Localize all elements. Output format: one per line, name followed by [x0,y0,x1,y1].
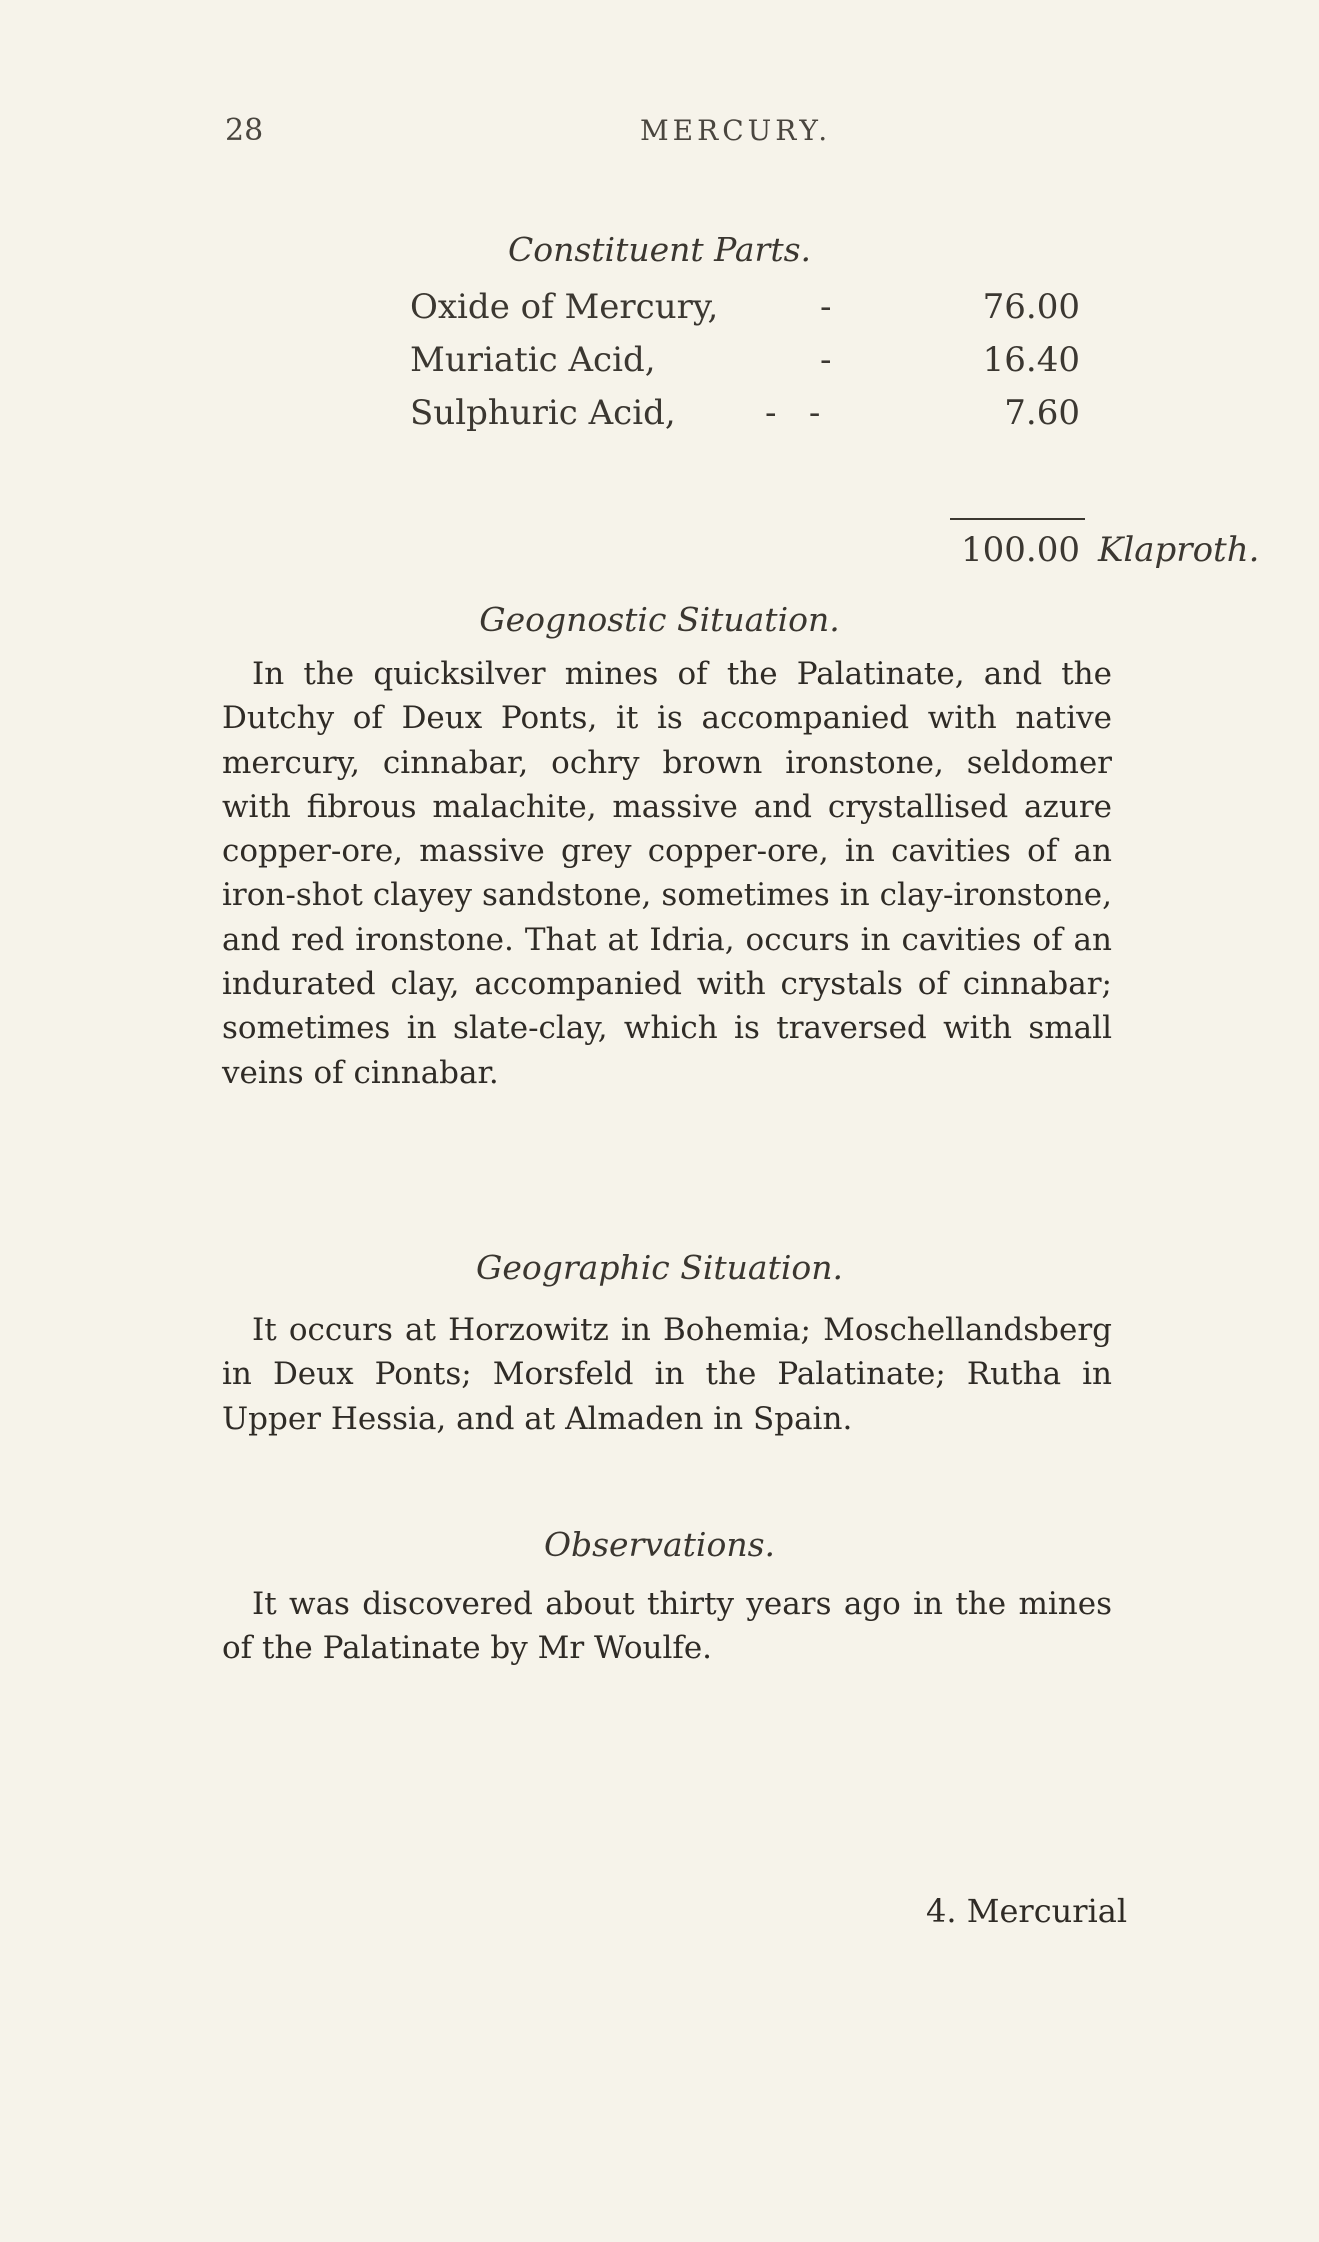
geognostic-heading: Geognostic Situation. [479,600,840,639]
leader-dash: - - [765,393,821,433]
leader-dash: - [820,340,832,380]
constituent-value: 76.00 [982,287,1080,327]
leader-dash: - [820,287,832,327]
geognostic-paragraph: In the quicksilver mines of the Palatinate, and the Dutchy of Deux Ponts, it is accompanied with native mercury, cinnabar, ochry brown ironstone, seldomer with fibrous malachite, massive and crystallised azure copper-ore, massive grey copper-ore, in cavities of an iron-shot clayey sandstone, sometimes in clay-ironstone, and red ironstone. That at Idria, occurs in cavities of an indurated clay, accompanied with crystals of cinnabar; sometimes in slate-clay, which is traversed with small veins of cinnabar. [222,656,1112,1091]
constituent-row [410,287,1110,333]
total-value: 100.00 [961,530,1080,570]
constituent-label: Oxide of Mercury, [410,287,719,327]
analysis-source: Klaproth. [1098,530,1260,570]
constituent-label: Sulphuric Acid, [410,393,676,433]
constituent-value: 16.40 [982,340,1080,380]
catchword: 4. Mercurial [926,1892,1128,1930]
geographic-paragraph: It occurs at Horzowitz in Bohemia; Moschellandsberg in Deux Ponts; Morsfeld in the Palatinate; Rutha in Upper Hessia, and at Almaden in Spain. [222,1312,1112,1437]
constituent-row [410,340,1110,386]
constituent-row [410,393,1110,439]
constituent-value: 7.60 [1004,393,1080,433]
page-number: 28 [225,113,264,148]
constituent-parts-heading: Constituent Parts. [507,230,812,269]
total-rule [950,518,1085,520]
observations-paragraph: It was discovered about thirty years ago in the mines of the Palatinate by Mr Woulfe. [222,1586,1112,1667]
running-title: MERCURY. [640,114,832,147]
constituent-label: Muriatic Acid, [410,340,656,380]
geographic-heading: Geographic Situation. [475,1248,843,1287]
observations-heading: Observations. [543,1525,776,1564]
